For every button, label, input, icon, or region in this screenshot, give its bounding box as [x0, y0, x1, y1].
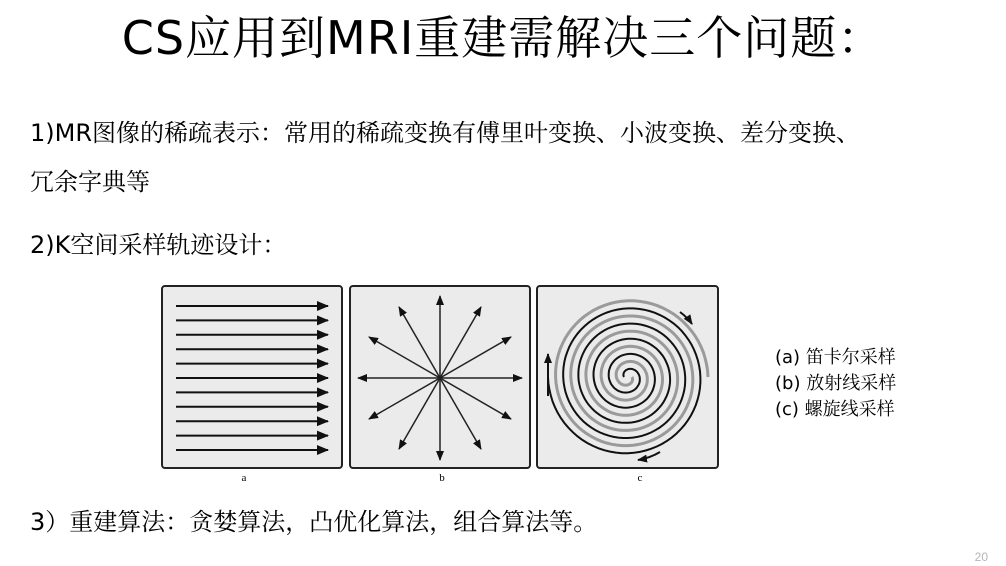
- panel-label-c: c: [637, 472, 643, 484]
- panel-label-a: a: [241, 472, 247, 484]
- item-k-space-trajectory: 2)K空间采样轨迹设计：: [30, 231, 287, 259]
- page-number: 20: [974, 550, 988, 564]
- slide-title: CS应用到MRI重建需解决三个问题：: [121, 11, 885, 65]
- sampling-legend: [775, 345, 896, 423]
- item-reconstruction-algorithms: 3）重建算法：贪婪算法，凸优化算法，组合算法等。: [30, 508, 598, 536]
- item-sparse-representation: 1)MR图像的稀疏表示：常用的稀疏变换有傅里叶变换、小波变换、差分变换、: [30, 119, 861, 147]
- panel-radial: [350, 286, 530, 468]
- sampling-diagram: [160, 284, 722, 484]
- panel-label-b: b: [439, 472, 445, 484]
- legend-cartesian: (a) 笛卡尔采样: [775, 347, 896, 368]
- sampling-trajectory-figure: [160, 284, 722, 484]
- legend-spiral: (c) 螺旋线采样: [775, 399, 895, 420]
- item-sparse-representation-continued: 冗余字典等: [30, 168, 150, 196]
- panel-cartesian: [162, 286, 342, 468]
- legend-radial: (b) 放射线采样: [775, 373, 897, 394]
- panel-spiral: [537, 286, 718, 468]
